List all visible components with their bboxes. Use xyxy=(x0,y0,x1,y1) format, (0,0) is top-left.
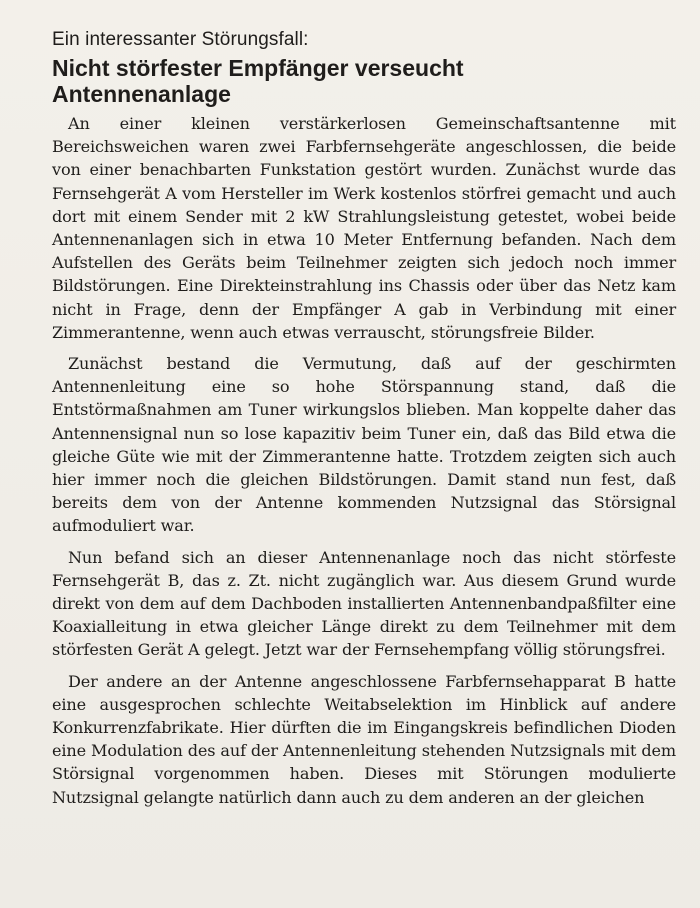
headline-line-2: Antennenanlage xyxy=(52,81,231,107)
article-body xyxy=(52,112,676,809)
paragraph-1: An einer kleinen verstärkerlosen Gemeinschaftsantenne mit Bereichsweichen waren zwei Farbfernsehgeräte angeschlossen, die beide von einer benachbarten Funkstation gestört wurden. Zunächst wurde das Fernsehgerät A vom Hersteller im Werk kostenlos störfrei gemacht und auch dort mit einem Sender mit 2 kW Strahlungsleistung getestet, wobei beide Antennenanlagen sich in etwa 10 Meter Entfernung befanden. Nach dem Aufstellen des Geräts beim Teilnehmer zeigten sich jedoch noch immer Bildstörungen. Eine Direkteinstrahlung ins Chassis oder über das Netz kam nicht in Frage, denn der Empfänger A gab in Verbindung mit einer Zimmerantenne, wenn auch etwas verrauscht, störungsfreie Bilder. xyxy=(52,114,676,342)
paragraph-4: Der andere an der Antenne angeschlossene Farbfernsehapparat B hatte eine ausgesprochen schlechte Weitabselektion im Hinblick auf andere Konkurrenzfabrikate. Hier dürften die im Eingangskreis befindlichen Dioden eine Modulation des auf der Antennenleitung stehenden Nutzsignals mit dem Störsignal vorgenommen haben. Dieses mit Störungen modulierte Nutzsignal gelangte natürlich dann auch zu dem anderen an der gleichen xyxy=(52,671,676,807)
headline-line-1: Nicht störfester Empfänger verseucht xyxy=(52,55,464,81)
article-kicker: Ein interessanter Störungsfall: xyxy=(52,29,309,50)
paragraph-3: Nun befand sich an dieser Antennenanlage noch das nicht störfeste Fernsehgerät B, das z. Zt. nicht zugänglich war. Aus diesem Grund wurde direkt von dem auf dem Dachboden installierten Antennenbandpaßfilter eine Koaxialleitung in etwa gleicher Länge direkt zu dem Teilnehmer mit dem störfesten Gerät A gelegt. Jetzt war der Fernsehempfang völlig störungsfrei. xyxy=(52,547,676,660)
paragraph-2: Zunächst bestand die Vermutung, daß auf der geschirmten Antennenleitung eine so hohe Störspannung stand, daß die Entstörmaßnahmen am Tuner wirkungslos blieben. Man koppelte daher das Antennensignal nun so lose kapazitiv beim Tuner ein, daß das Bild etwa die gleiche Güte wie mit der Zimmerantenne hatte. Trotzdem zeigten sich auch hier immer noch die gleichen Bildstörungen. Damit stand nun fest, daß bereits dem von der Antenne kommenden Nutzsignal das Störsignal aufmoduliert war. xyxy=(52,354,676,536)
article-headline xyxy=(52,55,676,107)
